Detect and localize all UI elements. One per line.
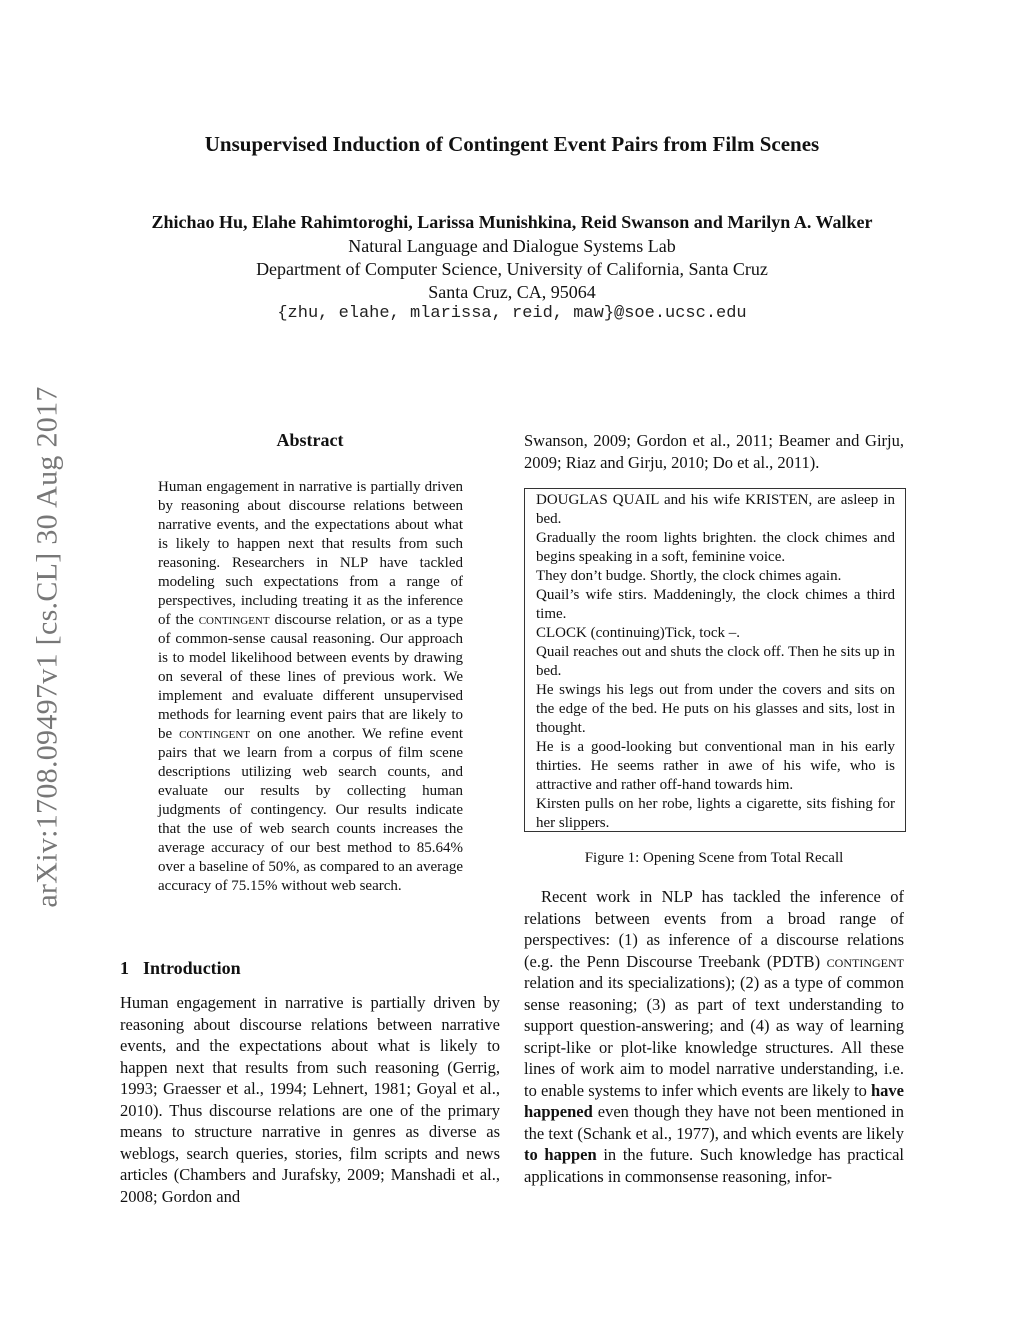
script-line: He is a good-looking but conventional man in his early thirties. He seems rather in awe of his wife, who is attractive and rather off-hand towards him. xyxy=(536,739,895,793)
emphasis-have-happened: have happened xyxy=(524,1080,904,1121)
contingent-term: contingent xyxy=(198,612,270,628)
abstract-part-2: discourse relation, or as a type of common-sense causal reasoning. Our approach is to model likelihood between events by drawing on several of these lines of previous work. We implement and evaluate different unsupervised methods for learning event pairs that are likely to be xyxy=(158,612,463,742)
script-line: Kirsten pulls on her robe, lights a cigarette, sits fishing for her slippers. xyxy=(536,796,895,831)
arxiv-stamp xyxy=(24,352,72,942)
script-line: Gradually the room lights brighten. the clock chimes and begins speaking in a soft, feminine voice. xyxy=(536,530,895,565)
abstract-part-3: on one another. We refine event pairs that we learn from a corpus of film scene descriptions utilizing web search counts, and evaluate our results by collecting human judgments of contingency. Our results indicate that the use of web search counts increases the average accuracy of our best method to 85.64% over a baseline of 50%, as compared to an average accuracy of 75.15% without web search. xyxy=(158,726,463,894)
script-line: They don’t budge. Shortly, the clock chimes again. xyxy=(536,568,842,584)
figure-1-script-excerpt xyxy=(524,488,906,832)
contingent-term: contingent xyxy=(826,951,904,971)
paragraph-text: relation and its specializations); (2) as a type of common sense reasoning; (3) as part of text understanding to support question-answering; and (4) as way of learning script-like or plot-like knowledge structures. All these lines of work aim to model narrative understanding, i.e. to enable systems to infer which events are likely to xyxy=(524,973,904,1100)
script-line: CLOCK (continuing)Tick, tock –. xyxy=(536,625,741,641)
paragraph-text: Recent work in NLP has tackled the inference of relations between events from a broad range of perspectives: (1) as inference of a discourse relations (e.g. the Penn Discourse Treebank (PDTB) xyxy=(524,887,904,971)
body-paragraph xyxy=(524,886,904,1187)
script-line: He swings his legs out from under the covers and sits on the edge of the bed. He puts on his glasses and sits, lost in thought. xyxy=(536,682,895,736)
script-line: Quail reaches out and shuts the clock off. Then he sits up in bed. xyxy=(536,644,895,679)
emphasis-to-happen: to happen xyxy=(524,1145,597,1164)
script-line: Quail’s wife stirs. Maddeningly, the clock chimes a third time. xyxy=(536,587,895,622)
author-emails: {zhu, elahe, mlarissa, reid, maw}@soe.ucsc.edu xyxy=(277,304,747,323)
section-number: 1 xyxy=(120,958,129,978)
arxiv-identifier: arXiv:1708.09497v1 [cs.CL] 30 Aug 2017 xyxy=(31,386,65,908)
affiliation-lab: Natural Language and Dialogue Systems Lab xyxy=(348,236,676,256)
figure-caption: Figure 1: Opening Scene from Total Recall xyxy=(584,850,844,866)
paragraph-text: even though they have not been mentioned in the text (Schank et al., 1977), and which events are likely xyxy=(524,1102,904,1143)
abstract-heading: Abstract xyxy=(276,430,344,450)
section-title: Introduction xyxy=(143,958,241,978)
contingent-term: contingent xyxy=(179,726,250,742)
script-line: DOUGLAS QUAIL and his wife KRISTEN, are asleep in bed. xyxy=(536,492,895,527)
affiliation-address: Santa Cruz, CA, 95064 xyxy=(428,282,596,302)
paper-title: Unsupervised Induction of Contingent Event Pairs from Film Scenes xyxy=(204,132,820,156)
introduction-paragraph: Human engagement in narrative is partially driven by reasoning about discourse relations between narrative events, and the expectations about what is likely to happen next that results from such reasoning (Gerrig, 1993; Graesser et al., 1994; Lehnert, 1981; Goyal et al., 2010). Thus discourse relations are one of the primary means to structure narrative in genres as diverse as weblogs, search queries, stories, film scripts and news articles (Chambers and Jurafsky, 2009; Manshadi et al., 2008; Gordon and xyxy=(120,993,500,1206)
author-list: Zhichao Hu, Elahe Rahimtoroghi, Larissa Munishkina, Reid Swanson and Marilyn A. Walker xyxy=(151,212,873,232)
abstract-part-1: Human engagement in narrative is partially driven by reasoning about discourse relations between narrative events, and the expectations about what is likely to happen next that results from such reasoning. Researchers in NLP have tackled modeling such expectations from a range of perspectives, including treating it as the inference of the xyxy=(158,479,463,628)
paragraph-text: in the future. Such knowledge has practical applications in commonsense reasoning, infor- xyxy=(524,1145,904,1186)
section-heading-introduction xyxy=(120,956,500,980)
affiliation-department: Department of Computer Science, University of California, Santa Cruz xyxy=(256,259,768,279)
abstract-text xyxy=(158,478,463,896)
introduction-paragraph-continued: Swanson, 2009; Gordon et al., 2011; Beamer and Girju, 2009; Riaz and Girju, 2010; Do et al., 2011). xyxy=(524,431,904,472)
